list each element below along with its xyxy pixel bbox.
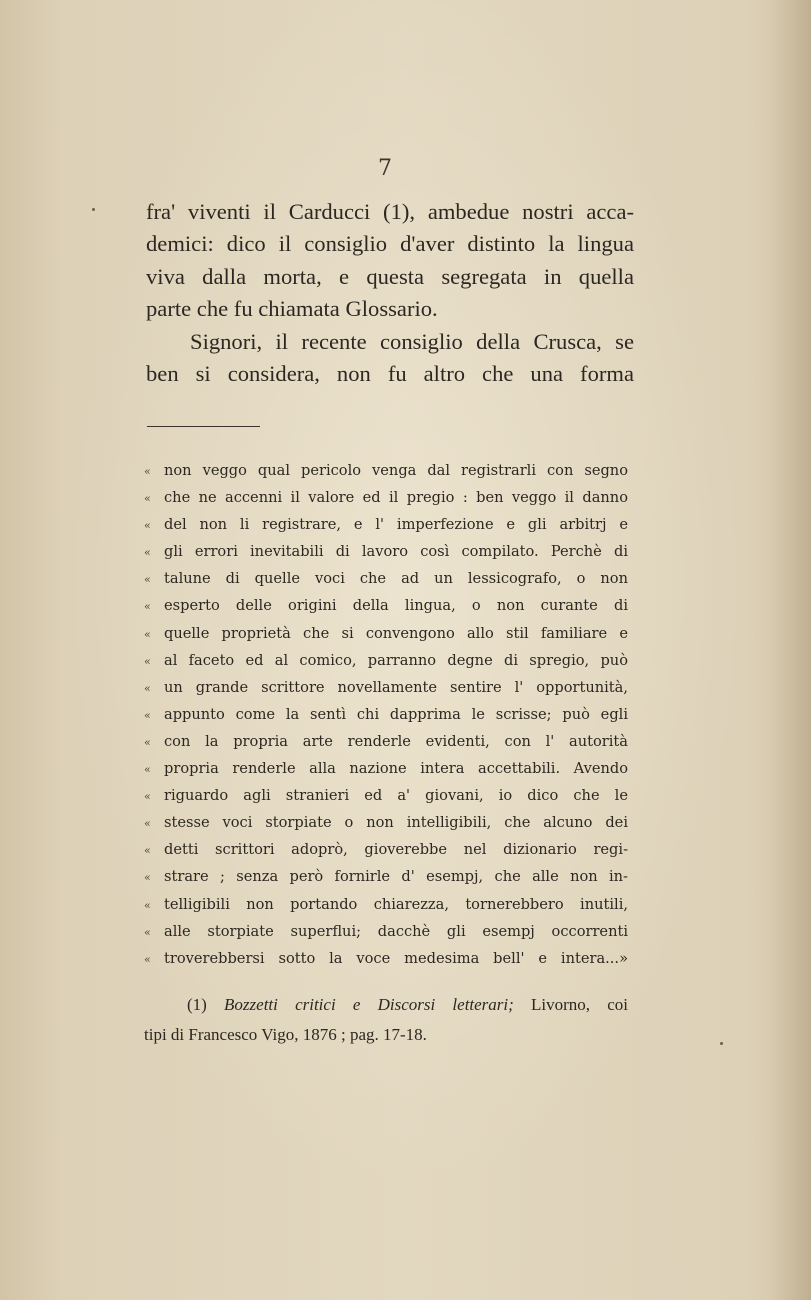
note-line-text: del non li registrare, e l' imperfezione e gli arbitrj e (164, 516, 628, 534)
note-line (144, 674, 628, 701)
note-line-text: propria renderle alla nazione intera accettabili. Avendo (164, 760, 628, 778)
quote-mark: « (144, 573, 151, 587)
quoted-note (144, 457, 628, 972)
body-line: fra' viventi il Carducci (1), ambedue nostri acca- (146, 199, 634, 224)
note-line-text: stesse voci storpiate o non intelligibili, che alcuno dei (164, 814, 628, 832)
note-line-text: talune di quelle voci che ad un lessicografo, o non (164, 570, 628, 588)
quote-mark: « (144, 844, 151, 858)
quote-mark: « (144, 465, 151, 478)
body-line: ben si considera, non fu altro che una forma (146, 360, 634, 386)
body-line: viva dalla morta, e questa segregata in quella (146, 263, 634, 289)
quote-mark: « (144, 817, 151, 831)
note-line-text: al faceto ed al comico, parranno degne di spregio, può (164, 651, 628, 669)
note-line-text: alle storpiate superflui; dacchè gli esempj occorrenti (164, 922, 628, 940)
note-line (144, 728, 628, 755)
quote-mark: « (144, 546, 151, 560)
note-line-text: quelle proprietà che si convengono allo stil familiare e (164, 624, 628, 642)
footnote-separator-rule (147, 426, 260, 427)
footnote-line: tipi di Francesco Vigo, 1876 ; pag. 17-18. (144, 1025, 427, 1044)
note-line (144, 891, 628, 918)
quote-mark: « (144, 600, 151, 614)
note-line-text: con la propria arte renderle evidenti, con l' autorità (164, 732, 628, 750)
note-line (144, 620, 628, 647)
note-line (144, 918, 628, 945)
note-line-text: gli errori inevitabili di lavoro così compilato. Perchè di (164, 543, 628, 561)
page-number: 7 (378, 156, 392, 181)
note-line-text: strare ; senza però fornirle d' esempj, che alle non in- (164, 868, 628, 886)
quote-mark: « (144, 735, 151, 749)
paper-speck (720, 1042, 723, 1045)
note-line-text: detti scrittori adoprò, gioverebbe nel dizionario regi- (164, 841, 628, 859)
note-line (144, 863, 628, 890)
note-line (144, 484, 628, 511)
note-line-text: esperto delle origini della lingua, o non curante di (164, 597, 628, 615)
note-line (144, 782, 628, 809)
quote-mark: « (144, 790, 151, 804)
quote-mark: « (144, 519, 151, 533)
footnote-publisher: Livorno, coi (531, 995, 629, 1014)
body-line: parte che fu chiamata Glossario. (146, 296, 438, 322)
quote-mark: « (144, 681, 151, 695)
note-line (144, 836, 628, 863)
quote-mark: « (144, 952, 151, 966)
main-text (146, 196, 634, 390)
note-line-text: telligibili non portando chiarezza, tornerebbero inutili, (164, 895, 628, 913)
note-line-text: non veggo qual pericolo venga dal registrarli con segno (164, 462, 628, 479)
note-line (144, 945, 628, 972)
quote-mark: « (144, 898, 151, 912)
footnote-title: Bozzetti critici e Discorsi letterari; (224, 995, 514, 1014)
note-line (144, 538, 628, 565)
footnote (144, 990, 628, 1050)
quote-mark: « (144, 925, 151, 939)
quote-mark: « (144, 654, 151, 668)
note-line-text: riguardo agli stranieri ed a' giovani, io dico che le (164, 787, 628, 805)
note-line (144, 592, 628, 619)
paper-speck (92, 208, 95, 211)
note-line (144, 457, 628, 484)
note-line (144, 565, 628, 592)
note-line-text: un grande scrittore novellamente sentire l' opportunità, (164, 678, 628, 696)
quote-mark: « (144, 871, 151, 885)
footnote-line (144, 990, 628, 1020)
note-line (144, 701, 628, 728)
note-line (144, 809, 628, 836)
quote-mark: « (144, 763, 151, 777)
quote-mark: « (144, 708, 151, 722)
body-line: demici: dico il consiglio d'aver distinto la lingua (146, 231, 634, 257)
note-line-text: che ne accenni il valore ed il pregio : ben veggo il danno (164, 489, 628, 507)
note-line-text: appunto come la sentì chi dapprima le scrisse; può egli (164, 705, 628, 723)
body-line: Signori, il recente consiglio della Crusca, se (190, 328, 634, 354)
page-edge-shadow (771, 0, 811, 1300)
quote-mark: « (144, 627, 151, 641)
footnote-marker: (1) (187, 995, 207, 1014)
note-line (144, 511, 628, 538)
quote-mark: « (144, 492, 151, 506)
note-line (144, 755, 628, 782)
note-line (144, 647, 628, 674)
note-line-text: troverebbersi sotto la voce medesima bell' e intera...» (164, 949, 628, 967)
